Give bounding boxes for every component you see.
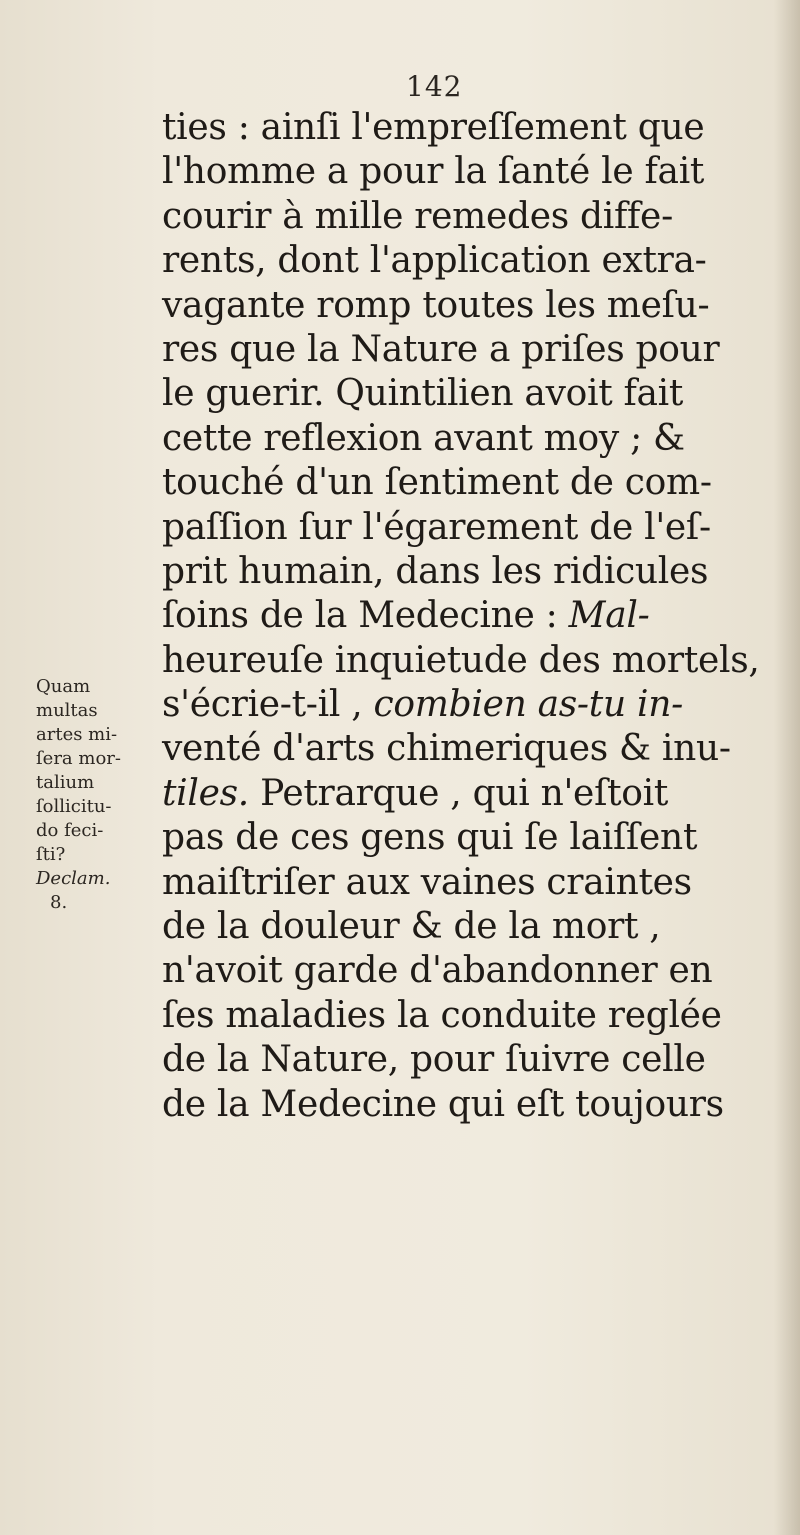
text-line: maiſtriſer aux vaines craintes	[162, 861, 692, 903]
text-line: de la Medecine qui eſt toujours	[162, 1083, 724, 1125]
text-line: courir à mille remedes diffe-	[162, 195, 673, 237]
margin-note-line: talium	[36, 772, 95, 793]
margin-note-line: ſera mor-	[36, 748, 121, 769]
text-line: vagante romp toutes les meſu-	[162, 284, 710, 326]
text-line: res que la Nature a priſes pour	[162, 328, 720, 370]
text-line: paſſion ſur l'égarement de l'eſ-	[162, 506, 711, 548]
italic-segment: Mal-	[568, 595, 650, 637]
text-segment: s'écrie-t-il ,	[162, 684, 374, 726]
margin-note-source: Declam.	[36, 868, 111, 889]
margin-note-line: 8.	[50, 892, 68, 913]
text-line: touché d'un ſentiment de com-	[162, 462, 712, 504]
text-line: pas de ces gens qui ſe laiſſent	[162, 817, 698, 859]
text-line: prit humain, dans les ridicules	[162, 550, 709, 592]
text-line	[162, 594, 797, 638]
text-line	[162, 683, 797, 727]
text-line: n'avoit garde d'abandonner en	[162, 950, 713, 992]
text-segment: Petrarque , qui n'eſtoit	[248, 772, 669, 814]
italic-segment: tiles.	[162, 772, 249, 814]
text-line: ties : ainſi l'empreſſement que	[162, 107, 705, 148]
margin-note-line: Quam	[36, 676, 91, 697]
text-line: l'homme a pour la ſanté le fait	[162, 151, 705, 193]
main-text-block	[162, 106, 797, 1127]
margin-note-line: artes mi-	[36, 724, 118, 745]
text-line: de la Nature, pour ſuivre celle	[162, 1039, 706, 1081]
text-line: cette reflexion avant moy ; &	[162, 417, 685, 459]
text-line: le guerir. Quintilien avoit fait	[162, 373, 684, 415]
margin-note-line: ſti?	[36, 844, 66, 865]
margin-note	[36, 675, 152, 915]
text-line: rents, dont l'application extra-	[162, 240, 707, 282]
text-line: de la douleur & de la mort ,	[162, 906, 661, 948]
text-line-italic: venté d'arts chimeriques & inu-	[162, 728, 731, 770]
margin-note-line: multas	[36, 700, 98, 721]
text-segment: ſoins de la Medecine :	[162, 595, 569, 637]
italic-segment: combien as-tu in-	[373, 684, 683, 726]
text-line: ſes maladies la conduite reglée	[162, 994, 722, 1036]
margin-note-line: ſollicitu-	[36, 796, 112, 817]
text-line	[162, 772, 797, 816]
margin-note-line: do feci-	[36, 820, 104, 841]
text-line-italic: heureuſe inquietude des mortels,	[162, 639, 760, 681]
page-number: 142	[406, 70, 463, 103]
page-edge-shadow	[774, 0, 800, 1535]
